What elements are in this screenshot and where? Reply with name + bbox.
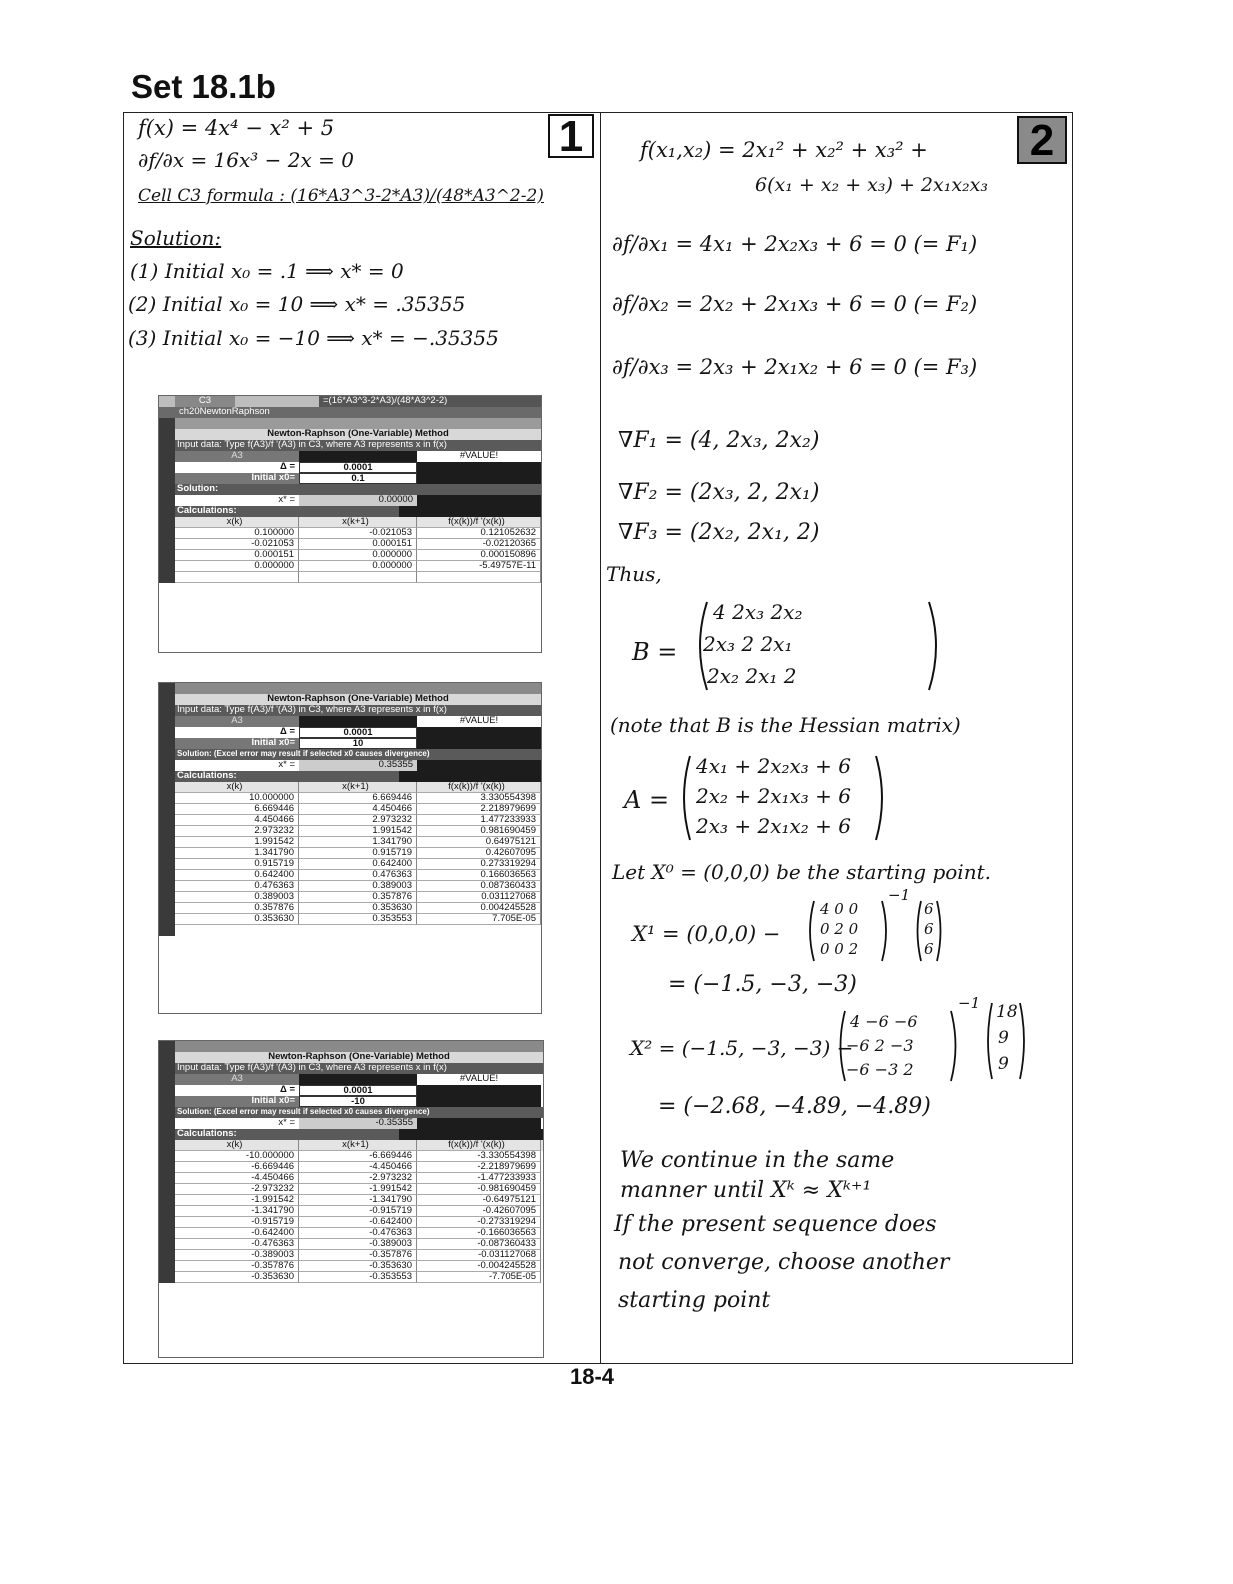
partial-x1: ∂f/∂x₁ = 4x₁ + 2x₂x₃ + 6 = 0 (= F₁) — [612, 232, 978, 256]
multivar-function-line-2: 6(x₁ + x₂ + x₃) + 2x₁x₂x₃ — [755, 174, 988, 196]
column-header-xk1: x(k+1) — [299, 517, 417, 528]
delta-input[interactable]: 0.0001 — [299, 727, 417, 738]
conclusion-line-5: starting point — [618, 1288, 771, 1313]
xstar-label: x* = — [278, 1118, 295, 1128]
input-data-label: Input data: Type f(A3)/f '(A3) in C3, where A3 represents x in f(x) — [177, 1063, 447, 1073]
table-row: -0.021053 0.000151 -0.02120365 — [159, 539, 541, 550]
table-row: -1.341790 -0.915719 -0.42607095 — [159, 1206, 543, 1217]
iteration-1-lhs: X¹ = (0,0,0) − — [632, 922, 781, 946]
iteration-1-result: = (−1.5, −3, −3) — [668, 972, 857, 997]
table-row: 6.669446 4.450466 2.218979699 — [159, 804, 541, 815]
cell-formula-note: Cell C3 formula : (16*A3^3-2*A3)/(48*A3^2-2) — [138, 186, 544, 206]
column-header-ratio: f(x(k))/f '(x(k)) — [417, 517, 541, 528]
table-row: -0.357876 -0.353630 -0.004245528 — [159, 1261, 543, 1272]
cell-reference-box[interactable]: C3 — [175, 396, 235, 407]
column-header-ratio: f(x(k))/f '(x(k)) — [417, 1140, 541, 1151]
table-row: -0.476363 -0.389003 -0.087360433 — [159, 1239, 543, 1250]
conclusion-line-4: not converge, choose another — [618, 1250, 950, 1275]
table-row — [159, 572, 541, 583]
formula-bar[interactable]: =(16*A3^3-2*A3)/(48*A3^2-2) — [319, 396, 541, 407]
cell-c3-value[interactable]: #VALUE! — [459, 451, 499, 461]
table-row: 0.357876 0.353630 0.004245528 — [159, 903, 541, 914]
column-header-ratio: f(x(k))/f '(x(k)) — [417, 782, 541, 793]
iteration-2-vector: 18 9 9 — [984, 1000, 1028, 1082]
solution-label: Solution: (Excel error may result if selected x0 causes divergence) — [177, 1107, 430, 1116]
sheet-title: Newton-Raphson (One-Variable) Method — [268, 1052, 450, 1062]
delta-input[interactable]: 0.0001 — [299, 1085, 417, 1096]
table-row: 0.100000 -0.021053 0.121052632 — [159, 528, 541, 539]
cell-a3[interactable]: A3 — [175, 1074, 299, 1085]
spreadsheet-initial-0-1 — [158, 395, 542, 653]
table-row: -2.973232 -1.991542 -0.981690459 — [159, 1184, 543, 1195]
iteration-1-vector: 6 6 6 — [914, 898, 944, 964]
vector-a: 4x₁ + 2x₂x₃ + 6 2x₂ + 2x₁x₃ + 6 2x₃ + 2x₁x₂ + 6 — [678, 752, 888, 844]
solution-case-1: (1) Initial x₀ = .1 ⟹ x* = 0 — [130, 259, 404, 283]
conclusion-line-2: manner until Xᵏ ≈ Xᵏ⁺¹ — [620, 1178, 872, 1203]
panel-1-badge: 1 — [548, 114, 594, 158]
sheet-title: Newton-Raphson (One-Variable) Method — [267, 694, 449, 704]
input-data-label: Input data: Type f(A3)/f '(A3) in C3, where A3 represents x in f(x) — [177, 705, 447, 715]
conclusion-line-3: If the present sequence does — [614, 1212, 937, 1237]
xstar-value[interactable]: -0.35355 — [299, 1118, 417, 1129]
column-header-xk: x(k) — [175, 517, 299, 528]
table-row: 1.341790 0.915719 0.42607095 — [159, 848, 541, 859]
table-row: -10.000000 -6.669446 -3.330554398 — [159, 1151, 543, 1162]
solution-case-3: (3) Initial x₀ = −10 ⟹ x* = −.35355 — [128, 326, 499, 350]
iteration-2-matrix: 4 −6 −6 −6 2 −3 −6 −3 2 — [836, 1008, 960, 1084]
solution-label: Solution: (Excel error may result if selected x0 causes divergence) — [177, 749, 430, 758]
cell-a3[interactable]: A3 — [175, 716, 299, 727]
table-row: 0.915719 0.642400 0.273319294 — [159, 859, 541, 870]
xstar-label: x* = — [278, 760, 295, 770]
table-row: -0.915719 -0.642400 -0.273319294 — [159, 1217, 543, 1228]
solution-case-2: (2) Initial x₀ = 10 ⟹ x* = .35355 — [128, 292, 466, 316]
initial-x0-label: Initial x0= — [175, 738, 299, 749]
gradient-f1: ∇F₁ = (4, 2x₃, 2x₂) — [618, 428, 820, 453]
gradient-f3: ∇F₃ = (2x₂, 2x₁, 2) — [618, 520, 820, 545]
table-row: 0.476363 0.389003 0.087360433 — [159, 881, 541, 892]
table-row: -0.389003 -0.357876 -0.031127068 — [159, 1250, 543, 1261]
spreadsheet-initial-10 — [158, 682, 542, 1014]
cell-c3-value[interactable]: #VALUE! — [459, 716, 499, 726]
workbook-title: ch20NewtonRaphson — [179, 407, 270, 417]
table-row: 2.973232 1.991542 0.981690459 — [159, 826, 541, 837]
vector-a-label: A = — [624, 786, 670, 814]
column-divider — [600, 112, 601, 1364]
sheet-title: Newton-Raphson (One-Variable) Method — [267, 429, 449, 439]
conclusion-line-1: We continue in the same — [620, 1148, 895, 1173]
initial-x0-label: Initial x0= — [175, 1096, 299, 1107]
spreadsheet-initial-minus-10 — [158, 1040, 544, 1358]
matrix-b-label: B = — [632, 638, 678, 666]
delta-input[interactable]: 0.0001 — [299, 462, 417, 473]
hessian-note: (note that B is the Hessian matrix) — [610, 713, 961, 737]
page-title: Set 18.1b — [131, 68, 276, 105]
delta-label: Δ = — [279, 727, 295, 737]
column-header-xk: x(k) — [175, 1140, 299, 1151]
table-row: 0.389003 0.357876 0.031127068 — [159, 892, 541, 903]
panel-2-badge: 2 — [1017, 116, 1067, 164]
xstar-label: x* = — [278, 495, 295, 505]
solution-heading: Solution: — [130, 226, 222, 250]
solution-label: Solution: — [177, 484, 219, 494]
initial-x0-input[interactable]: 0.1 — [299, 473, 417, 484]
initial-x0-input[interactable]: -10 — [299, 1096, 417, 1107]
table-row: 4.450466 2.973232 1.477233933 — [159, 815, 541, 826]
initial-x0-input[interactable]: 10 — [299, 738, 417, 749]
partial-x2: ∂f/∂x₂ = 2x₂ + 2x₁x₃ + 6 = 0 (= F₂) — [612, 292, 978, 316]
table-row: 0.000000 0.000000 -5.49757E-11 — [159, 561, 541, 572]
starting-point-statement: Let X⁰ = (0,0,0) be the starting point. — [612, 860, 991, 884]
xstar-value[interactable]: 0.00000 — [299, 495, 417, 506]
table-row: 0.642400 0.476363 0.166036563 — [159, 870, 541, 881]
table-row: 0.353630 0.353553 7.705E-05 — [159, 914, 541, 925]
input-data-label: Input data: Type f(A3)/f '(A3) in C3, where A3 represents x in f(x) — [177, 440, 447, 450]
multivar-function-line-1: f(x₁,x₂) = 2x₁² + x₂² + x₃² + — [640, 138, 928, 162]
initial-x0-label: Initial x0= — [175, 473, 299, 484]
calculations-label: Calculations: — [177, 771, 237, 781]
column-header-xk1: x(k+1) — [299, 1140, 417, 1151]
gradient-f2: ∇F₂ = (2x₃, 2, 2x₁) — [618, 480, 820, 505]
matrix-b: 4 2x₃ 2x₂ 2x₃ 2 2x₁ 2x₂ 2x₁ 2 — [693, 598, 943, 694]
partial-x3: ∂f/∂x₃ = 2x₃ + 2x₁x₂ + 6 = 0 (= F₃) — [612, 355, 978, 379]
table-row: -4.450466 -2.973232 -1.477233933 — [159, 1173, 543, 1184]
cell-a3[interactable]: A3 — [175, 451, 299, 462]
table-row: -0.642400 -0.476363 -0.166036563 — [159, 1228, 543, 1239]
iteration-1-inverse: −1 — [888, 886, 911, 904]
derivative-equation: ∂f/∂x = 16x³ − 2x = 0 — [138, 148, 354, 172]
page-number: 18-4 — [570, 1364, 615, 1389]
column-header-xk1: x(k+1) — [299, 782, 417, 793]
column-header-xk: x(k) — [175, 782, 299, 793]
delta-label: Δ = — [279, 462, 295, 472]
table-row: -0.353630 -0.353553 -7.705E-05 — [159, 1272, 543, 1283]
table-row: 1.991542 1.341790 0.64975121 — [159, 837, 541, 848]
function-definition: f(x) = 4x⁴ − x² + 5 — [138, 116, 335, 140]
table-row: 0.000151 0.000000 0.000150896 — [159, 550, 541, 561]
iteration-2-inverse: −1 — [958, 994, 981, 1012]
table-row: 10.000000 6.669446 3.330554398 — [159, 793, 541, 804]
xstar-value[interactable]: 0.35355 — [299, 760, 417, 771]
iteration-1-matrix: 4 0 0 0 2 0 0 0 2 — [806, 898, 890, 964]
table-row: -6.669446 -4.450466 -2.218979699 — [159, 1162, 543, 1173]
calculations-label: Calculations: — [177, 1129, 237, 1139]
table-row: -1.991542 -1.341790 -0.64975121 — [159, 1195, 543, 1206]
cell-c3-value[interactable]: #VALUE! — [459, 1074, 499, 1084]
iteration-2-result: = (−2.68, −4.89, −4.89) — [658, 1094, 931, 1119]
thus-label: Thus, — [606, 562, 662, 586]
calculations-label: Calculations: — [177, 506, 237, 516]
iteration-2-lhs: X² = (−1.5, −3, −3) − — [630, 1036, 854, 1060]
delta-label: Δ = — [279, 1085, 295, 1095]
